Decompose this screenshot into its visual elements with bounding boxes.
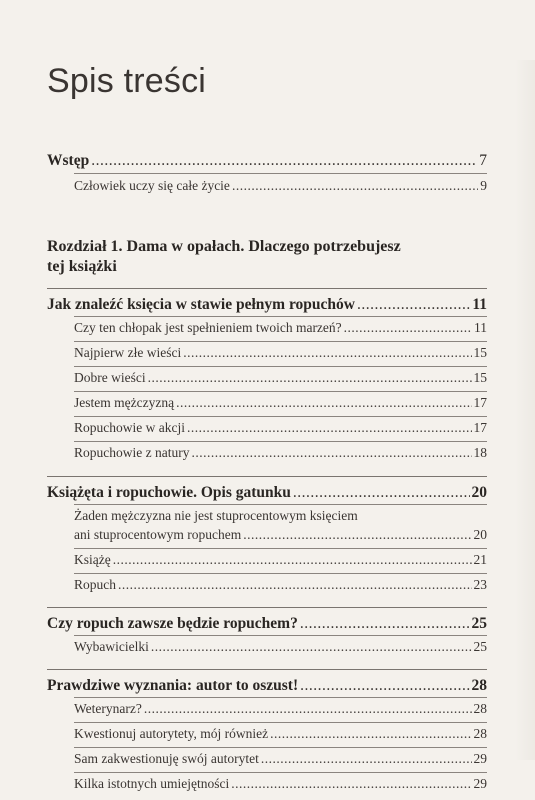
- toc-leader-dots: [191, 445, 471, 461]
- toc-item-page: 25: [473, 639, 487, 654]
- toc-section-2[interactable]: [47, 615, 487, 633]
- toc-section-0[interactable]: [47, 296, 487, 314]
- section-divider: [47, 476, 487, 477]
- toc-item-page: 18: [473, 445, 487, 460]
- toc-leader-dots: [300, 615, 470, 633]
- toc-entry-front-1[interactable]: [74, 178, 487, 194]
- toc-item-label: Wybawicielki: [74, 639, 149, 654]
- toc-leader-dots: [118, 577, 472, 593]
- toc-section-page: 11: [472, 296, 487, 313]
- toc-item-page: 15: [473, 345, 487, 360]
- toc-entry-page: 7: [479, 152, 487, 169]
- toc-item-page: 15: [473, 370, 487, 385]
- toc-item-label: Ropuchowie z natury: [74, 445, 190, 460]
- divider: [74, 366, 487, 367]
- toc-item-label: Weterynarz?: [74, 701, 142, 716]
- toc-entry-label: Człowiek uczy się całe życie: [74, 178, 230, 193]
- toc-item[interactable]: [74, 370, 487, 386]
- toc-section-label: Książęta i ropuchowie. Opis gatunku: [47, 484, 291, 501]
- toc-item-label: Sam zakwestionuję swój autorytet: [74, 751, 259, 766]
- toc-leader-dots: [344, 320, 472, 336]
- toc-item-page: 17: [473, 395, 487, 410]
- toc-leader-dots: [183, 345, 471, 361]
- toc-section-3[interactable]: [47, 677, 487, 695]
- toc-leader-dots: [243, 527, 471, 543]
- toc-section-page: 28: [471, 677, 487, 694]
- toc-item[interactable]: [74, 726, 487, 742]
- toc-leader-dots: [187, 420, 472, 436]
- divider: [74, 747, 487, 748]
- toc-item[interactable]: [74, 395, 487, 411]
- divider: [74, 341, 487, 342]
- toc-item-label: Najpierw złe wieści: [74, 345, 182, 360]
- toc-item-page: 21: [473, 552, 487, 567]
- toc-item-label-line1: Żaden mężczyzna nie jest stuprocentowym księciem: [74, 508, 358, 523]
- toc-leader-dots: [357, 296, 470, 314]
- toc-entry-page: 9: [480, 178, 487, 193]
- divider: [74, 772, 487, 773]
- divider: [74, 504, 487, 505]
- divider: [74, 441, 487, 442]
- divider: [74, 416, 487, 417]
- toc-section-page: 25: [471, 615, 487, 632]
- divider: [74, 391, 487, 392]
- toc-item[interactable]: [74, 345, 487, 361]
- toc-leader-dots: [151, 639, 472, 655]
- toc-leader-dots: [261, 751, 472, 767]
- toc-item-label: Książę: [74, 552, 111, 567]
- toc-item[interactable]: [74, 577, 487, 593]
- toc-item-page: 29: [473, 751, 487, 766]
- toc-item-label: Dobre wieści: [74, 370, 146, 385]
- toc-section-label: Prawdziwe wyznania: autor to oszust!: [47, 677, 299, 694]
- toc-item[interactable]: [74, 420, 487, 436]
- toc-entry-label: Wstęp: [47, 152, 90, 169]
- section-divider: [47, 607, 487, 608]
- page-edge-shadow: [515, 60, 535, 760]
- divider: [74, 635, 487, 636]
- toc-section-label: Czy ropuch zawsze będzie ropuchem?: [47, 615, 298, 632]
- toc-item-page: 23: [473, 577, 487, 592]
- toc-entry-front-0[interactable]: [47, 152, 487, 170]
- toc-item-page: 28: [473, 701, 487, 716]
- toc-leader-dots: [270, 726, 471, 742]
- toc-leader-dots: [91, 152, 477, 170]
- page-title: Spis treści: [47, 62, 207, 100]
- toc-item[interactable]: [74, 552, 487, 568]
- toc-item-page: 11: [474, 320, 487, 335]
- toc-item[interactable]: [74, 527, 487, 543]
- toc-item-page: 17: [473, 420, 487, 435]
- toc-leader-dots: [232, 178, 478, 194]
- divider: [74, 173, 487, 174]
- toc-item-label: Kwestionuj autorytety, mój również: [74, 726, 269, 741]
- toc-section-page: 20: [471, 484, 487, 501]
- divider: [74, 548, 487, 549]
- toc-leader-dots: [148, 370, 472, 386]
- toc-item-label: Czy ten chłopak jest spełnieniem twoich marzeń?: [74, 320, 342, 335]
- toc-section-1[interactable]: [47, 484, 487, 502]
- toc-leader-dots: [231, 776, 471, 792]
- toc-leader-dots: [176, 395, 471, 411]
- toc-leader-dots: [300, 677, 469, 695]
- toc-leader-dots: [144, 701, 472, 717]
- toc-item-page: 28: [473, 726, 487, 741]
- divider: [74, 316, 487, 317]
- toc-item[interactable]: [74, 639, 487, 655]
- toc-item[interactable]: [74, 320, 487, 336]
- toc-item[interactable]: [74, 701, 487, 717]
- toc-leader-dots: [293, 484, 470, 502]
- section-divider: [47, 288, 487, 289]
- toc-item[interactable]: [74, 751, 487, 767]
- toc-item-label: Kilka istotnych umiejętności: [74, 776, 230, 791]
- toc-item[interactable]: [74, 776, 487, 792]
- toc-item-page: 20: [473, 527, 487, 542]
- toc-item-label: Ropuchowie w akcji: [74, 420, 185, 435]
- toc-item-label: Jestem mężczyzną: [74, 395, 175, 410]
- divider: [74, 697, 487, 698]
- toc-item-label: Ropuch: [74, 577, 116, 592]
- chapter-title-line1: Rozdział 1. Dama w opałach. Dlaczego potrzebujesz: [47, 238, 401, 255]
- divider: [74, 722, 487, 723]
- toc-item-label: ani stuprocentowym ropuchem: [74, 527, 242, 542]
- toc-item-page: 29: [473, 776, 487, 791]
- toc-item[interactable]: [74, 445, 487, 461]
- section-divider: [47, 669, 487, 670]
- toc-leader-dots: [113, 552, 472, 568]
- chapter-title-line2: tej książki: [47, 258, 117, 275]
- toc-section-label: Jak znaleźć księcia w stawie pełnym ropuchów: [47, 296, 355, 313]
- divider: [74, 573, 487, 574]
